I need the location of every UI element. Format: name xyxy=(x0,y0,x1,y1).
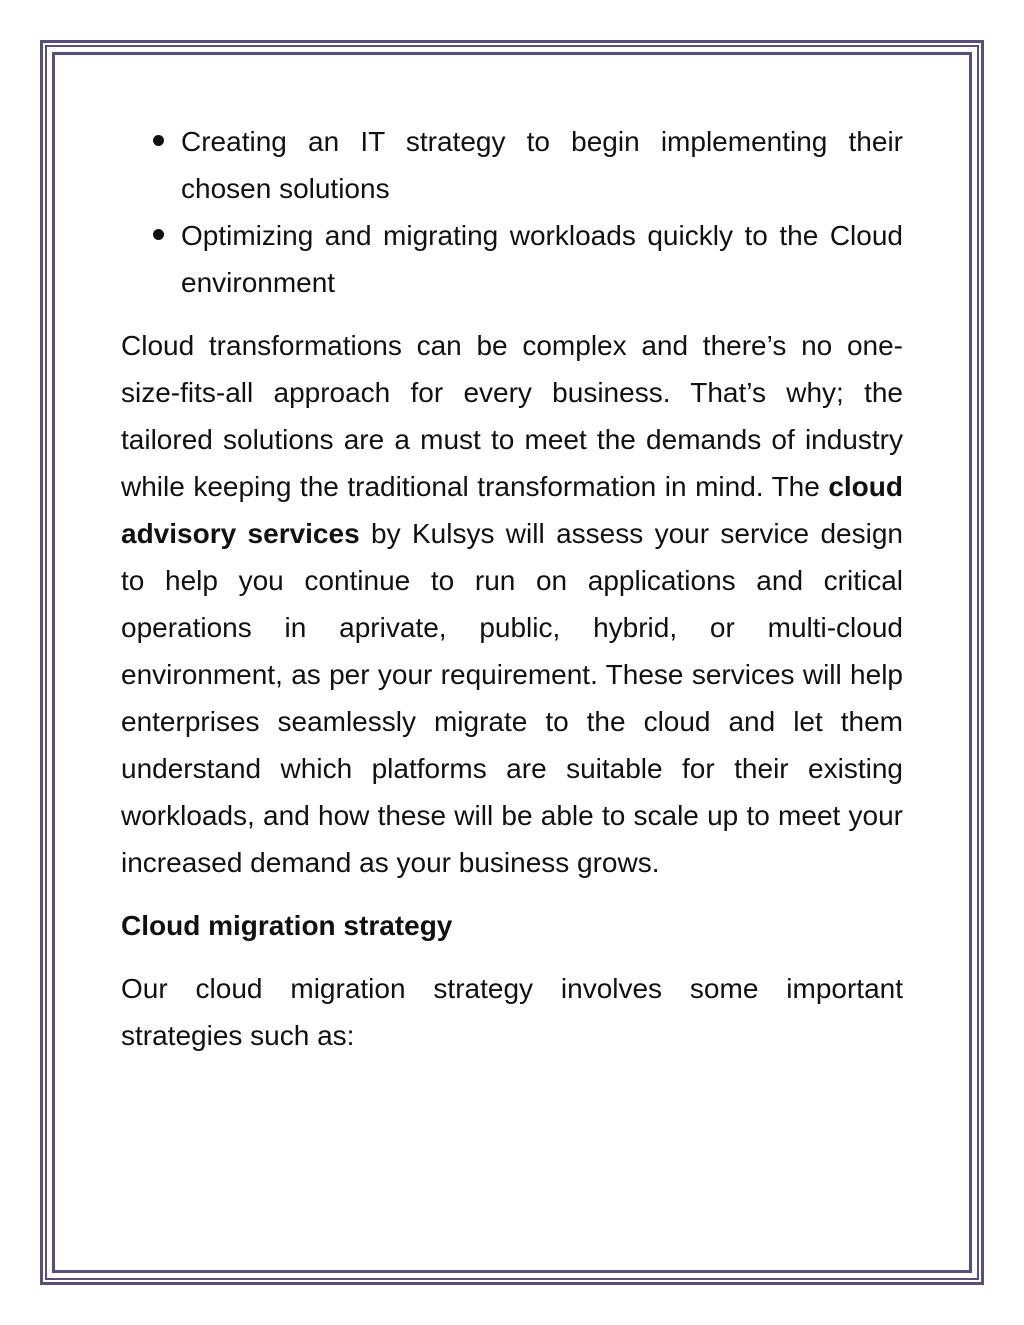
bullet-item xyxy=(121,118,903,212)
bullet-icon xyxy=(153,135,164,146)
bullet-text: Creating an IT strategy to begin implementing their chosen solutions xyxy=(181,126,903,204)
bullet-item xyxy=(121,212,903,306)
paragraph-migration-strategy: Our cloud migration strategy involves some important strategies such as: xyxy=(121,973,903,1051)
cloud-advisory-services-emphasis: cloud advisory services xyxy=(121,471,903,549)
bullet-icon xyxy=(153,229,164,240)
bullet-list xyxy=(121,118,903,306)
bullet-text: Optimizing and migrating workloads quickly to the Cloud environment xyxy=(181,220,903,298)
paragraph-text-before: Cloud transformations can be complex and there’s no one-size-fits-all approach for every business. That’s why; the tailored solutions are a must to meet the demands of industry while keeping the traditional transformation in mind. The xyxy=(121,330,903,502)
paragraph-text-after: by Kulsys will assess your service design to help you continue to run on applications and critical operations in aprivate, public, hybrid, or multi-cloud environment, as per your requirement. These services will help enterprises seamlessly migrate to the cloud and let them understand which platforms are suitable for their existing workloads, and how these will be able to scale up to meet your increased demand as your business grows. xyxy=(121,518,903,878)
section-heading: Cloud migration strategy xyxy=(121,910,453,941)
document-body xyxy=(121,118,903,1059)
paragraph-cloud-transformations xyxy=(121,322,903,886)
